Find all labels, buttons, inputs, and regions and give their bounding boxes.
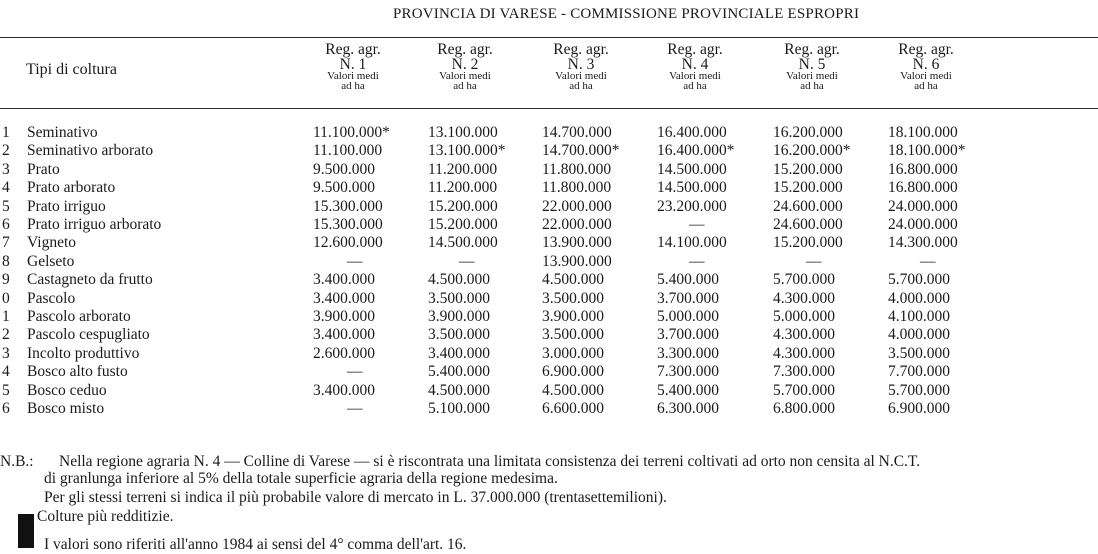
- value-cell-region-3: 3.500.000: [542, 289, 604, 307]
- note-line-1: Nella regione agraria N. 4 — Colline di Varese — si è riscontrata una limitata consistenza dei terreni coltivati ad orto non censita al N.C.T.: [59, 453, 921, 470]
- region-header-line2: N. 1: [339, 56, 367, 73]
- row-number: 8: [2, 252, 10, 270]
- value-cell-region-1: 3.400.000: [313, 289, 375, 307]
- region-header-line2: N. 6: [912, 56, 940, 73]
- value-cell-region-5: 16.200.000: [773, 124, 843, 141]
- region-header-line4: ad ha: [800, 80, 824, 92]
- value-cell-region-2: 3.500.000: [428, 326, 490, 344]
- value-cell-region-3: 14.700.000*: [542, 142, 620, 160]
- note-label: N.B.:: [0, 453, 34, 470]
- row-number: 0: [2, 289, 10, 307]
- value-cell-region-5: 4.300.000: [773, 289, 835, 307]
- region-header-6: [871, 42, 981, 91]
- crop-type-name: Prato irriguo: [27, 197, 106, 215]
- value-cell-region-6: 4.100.000: [888, 308, 950, 325]
- table-row: [0, 363, 1098, 381]
- region-header-line3: Valori medi: [900, 70, 952, 82]
- row-number: 6: [2, 400, 10, 417]
- region-header-5: [757, 42, 867, 91]
- header-bottom-rule: [0, 108, 1098, 109]
- value-cell-region-2: 15.200.000: [428, 216, 498, 233]
- crop-type-name: Pascolo arborato: [27, 308, 131, 325]
- value-cell-region-5: 16.200.000*: [773, 142, 851, 160]
- value-cell-region-2: 13.100.000: [428, 124, 498, 141]
- row-number: 9: [2, 271, 10, 289]
- crop-type-name: Seminativo arborato: [27, 142, 154, 160]
- table-row: [0, 124, 1098, 142]
- value-cell-region-2: 14.500.000: [428, 234, 498, 252]
- region-header-line3: Valori medi: [327, 70, 379, 82]
- value-cell-region-1: 15.300.000: [313, 197, 383, 215]
- value-cell-region-5: 4.300.000: [773, 344, 835, 362]
- value-cell-region-2: 3.900.000: [428, 308, 490, 325]
- table-row: [0, 400, 1098, 418]
- row-number: 7: [2, 234, 10, 252]
- value-cell-region-1: 12.600.000: [313, 234, 383, 252]
- table-row: [0, 345, 1098, 363]
- margin-marker-bar: [18, 514, 34, 548]
- region-header-line4: ad ha: [914, 80, 938, 92]
- value-cell-region-1: 3.900.000: [313, 308, 375, 325]
- value-cell-region-1: 2.600.000: [313, 344, 375, 362]
- crop-type-name: Vigneto: [27, 234, 77, 252]
- crop-type-name: Incolto produttivo: [27, 344, 140, 362]
- crop-type-name: Prato irriguo arborato: [27, 216, 162, 233]
- region-header-line2: N. 5: [798, 56, 826, 73]
- crop-type-name: Prato arborato: [27, 179, 116, 197]
- row-number: 4: [2, 179, 10, 197]
- crop-type-name: Bosco alto fusto: [27, 363, 128, 381]
- value-cell-region-4: —: [689, 252, 705, 270]
- table-row: [0, 198, 1098, 216]
- row-number: 1: [2, 308, 10, 325]
- value-cell-region-2: 4.500.000: [428, 381, 490, 399]
- value-cell-region-5: 5.000.000: [773, 308, 835, 325]
- table-row: [0, 161, 1098, 179]
- note-line-5: I valori sono riferiti all'anno 1984 ai sensi del 4° comma dell'art. 16.: [44, 536, 467, 553]
- region-header-line3: Valori medi: [786, 70, 838, 82]
- value-cell-region-2: —: [459, 252, 475, 270]
- value-cell-region-5: —: [806, 252, 822, 270]
- value-cell-region-6: 18.100.000: [888, 124, 958, 141]
- value-cell-region-3: 4.500.000: [542, 271, 604, 289]
- region-header-line3: Valori medi: [555, 70, 607, 82]
- value-cell-region-1: 9.500.000: [313, 160, 375, 178]
- value-cell-region-4: 16.400.000: [657, 124, 727, 141]
- value-cell-region-2: 11.200.000: [428, 179, 498, 197]
- row-number: 5: [2, 197, 10, 215]
- value-cell-region-6: 4.000.000: [888, 326, 950, 344]
- value-cell-region-4: —: [689, 216, 705, 233]
- value-cell-region-1: 3.400.000: [313, 326, 375, 344]
- crop-type-name: Pascolo cespugliato: [27, 326, 150, 344]
- crop-type-name: Bosco ceduo: [27, 381, 107, 399]
- value-cell-region-5: 24.600.000: [773, 216, 843, 233]
- value-cell-region-4: 5.400.000: [657, 381, 719, 399]
- crop-type-name: Pascolo: [27, 289, 76, 307]
- value-cell-region-5: 5.700.000: [773, 381, 835, 399]
- region-header-line4: ad ha: [453, 80, 477, 92]
- region-header-line1: Reg. agr.: [325, 41, 381, 58]
- value-cell-region-4: 7.300.000: [657, 363, 719, 381]
- value-cell-region-5: 6.800.000: [773, 400, 835, 417]
- table-row: [0, 290, 1098, 308]
- value-cell-region-1: 11.100.000*: [313, 124, 390, 141]
- value-cell-region-3: 11.800.000: [542, 179, 612, 197]
- value-cell-region-1: —: [347, 363, 363, 381]
- row-number: 5: [2, 381, 10, 399]
- value-cell-region-1: —: [347, 400, 363, 417]
- value-cell-region-2: 15.200.000: [428, 197, 498, 215]
- value-cell-region-4: 5.000.000: [657, 308, 719, 325]
- value-cell-region-6: 24.000.000: [888, 197, 958, 215]
- value-cell-region-3: 6.600.000: [542, 400, 604, 417]
- value-cell-region-4: 14.500.000: [657, 160, 727, 178]
- value-cell-region-2: 3.500.000: [428, 289, 490, 307]
- value-cell-region-2: 5.100.000: [428, 400, 490, 417]
- value-cell-region-6: —: [920, 252, 936, 270]
- table-row: [0, 142, 1098, 160]
- table-row: [0, 382, 1098, 400]
- value-cell-region-6: 18.100.000*: [888, 142, 966, 160]
- row-number: 6: [2, 216, 10, 233]
- row-number: 3: [2, 344, 10, 362]
- region-header-1: [298, 42, 408, 91]
- value-cell-region-2: 4.500.000: [428, 271, 490, 289]
- table-row: [0, 253, 1098, 271]
- region-header-line1: Reg. agr.: [553, 41, 609, 58]
- table-row: [0, 179, 1098, 197]
- value-cell-region-5: 24.600.000: [773, 197, 843, 215]
- region-header-line4: ad ha: [569, 80, 593, 92]
- region-header-line4: ad ha: [341, 80, 365, 92]
- row-number: 4: [2, 363, 10, 381]
- value-cell-region-5: 15.200.000: [773, 234, 843, 252]
- value-cell-region-1: 3.400.000: [313, 381, 375, 399]
- value-cell-region-6: 16.800.000: [888, 160, 958, 178]
- value-cell-region-1: —: [347, 252, 363, 270]
- row-number: 2: [2, 326, 10, 344]
- value-cell-region-2: 5.400.000: [428, 363, 490, 381]
- value-cell-region-4: 14.500.000: [657, 179, 727, 197]
- header-top-rule: [0, 37, 1098, 38]
- value-cell-region-5: 7.300.000: [773, 363, 835, 381]
- value-cell-region-5: 4.300.000: [773, 326, 835, 344]
- note-line-4: Colture più redditizie.: [37, 508, 174, 525]
- region-header-2: [410, 42, 520, 91]
- table-row: [0, 271, 1098, 289]
- table-row: [0, 234, 1098, 252]
- region-header-line2: N. 3: [567, 56, 595, 73]
- value-cell-region-6: 4.000.000: [888, 289, 950, 307]
- value-cell-region-6: 3.500.000: [888, 344, 950, 362]
- value-cell-region-4: 16.400.000*: [657, 142, 735, 160]
- region-header-line2: N. 2: [451, 56, 479, 73]
- region-header-line2: N. 4: [681, 56, 709, 73]
- note-line-3: Per gli stessi terreni si indica il più probabile valore di mercato in L. 37.000.000 (trentasettemilioni).: [44, 489, 667, 506]
- value-cell-region-2: 3.400.000: [428, 344, 490, 362]
- value-cell-region-6: 16.800.000: [888, 179, 958, 197]
- value-cell-region-6: 14.300.000: [888, 234, 958, 252]
- table-row: [0, 326, 1098, 344]
- value-cell-region-3: 3.900.000: [542, 308, 604, 325]
- region-header-line1: Reg. agr.: [437, 41, 493, 58]
- value-cell-region-3: 22.000.000: [542, 216, 612, 233]
- crop-type-name: Gelseto: [27, 252, 75, 270]
- value-cell-region-3: 13.900.000: [542, 234, 612, 252]
- value-cell-region-3: 3.000.000: [542, 344, 604, 362]
- region-header-line4: ad ha: [683, 80, 707, 92]
- value-cell-region-3: 14.700.000: [542, 124, 612, 141]
- value-cell-region-3: 11.800.000: [542, 160, 612, 178]
- row-number: 1: [2, 124, 10, 141]
- value-cell-region-3: 6.900.000: [542, 363, 604, 381]
- crop-type-column-header: Tipi di coltura: [26, 61, 117, 78]
- value-cell-region-3: 13.900.000: [542, 252, 612, 270]
- row-number: 2: [2, 142, 10, 160]
- value-cell-region-3: 22.000.000: [542, 197, 612, 215]
- crop-type-name: Seminativo: [27, 124, 98, 141]
- value-cell-region-4: 23.200.000: [657, 197, 727, 215]
- value-cell-region-4: 3.700.000: [657, 289, 719, 307]
- value-cell-region-2: 13.100.000*: [428, 142, 506, 160]
- crop-type-name: Castagneto da frutto: [27, 271, 153, 289]
- value-cell-region-1: 3.400.000: [313, 271, 375, 289]
- value-cell-region-5: 15.200.000: [773, 160, 843, 178]
- value-cell-region-4: 6.300.000: [657, 400, 719, 417]
- row-number: 3: [2, 160, 10, 178]
- value-cell-region-3: 3.500.000: [542, 326, 604, 344]
- value-cell-region-6: 6.900.000: [888, 400, 950, 417]
- page-title: PROVINCIA DI VARESE - COMMISSIONE PROVINCIALE ESPROPRI: [393, 6, 860, 22]
- value-cell-region-1: 9.500.000: [313, 179, 375, 197]
- value-cell-region-6: 5.700.000: [888, 271, 950, 289]
- value-cell-region-1: 11.100.000: [313, 142, 383, 160]
- note-line-2: di granlunga inferiore al 5% della totale superficie agraria della regione medesima.: [44, 470, 558, 487]
- value-cell-region-1: 15.300.000: [313, 216, 383, 233]
- value-cell-region-6: 5.700.000: [888, 381, 950, 399]
- crop-type-name: Bosco misto: [27, 400, 105, 417]
- value-cell-region-5: 15.200.000: [773, 179, 843, 197]
- region-header-line1: Reg. agr.: [667, 41, 723, 58]
- region-header-line1: Reg. agr.: [898, 41, 954, 58]
- value-cell-region-4: 5.400.000: [657, 271, 719, 289]
- region-header-4: [640, 42, 750, 91]
- value-cell-region-3: 4.500.000: [542, 381, 604, 399]
- region-header-3: [526, 42, 636, 91]
- value-cell-region-6: 7.700.000: [888, 363, 950, 381]
- value-cell-region-4: 3.700.000: [657, 326, 719, 344]
- region-header-line1: Reg. agr.: [784, 41, 840, 58]
- table-row: [0, 216, 1098, 234]
- table-row: [0, 308, 1098, 326]
- region-header-line3: Valori medi: [439, 70, 491, 82]
- value-cell-region-5: 5.700.000: [773, 271, 835, 289]
- value-cell-region-4: 3.300.000: [657, 344, 719, 362]
- value-cell-region-4: 14.100.000: [657, 234, 727, 252]
- region-header-line3: Valori medi: [669, 70, 721, 82]
- crop-type-name: Prato: [27, 160, 60, 178]
- value-cell-region-6: 24.000.000: [888, 216, 958, 233]
- value-cell-region-2: 11.200.000: [428, 160, 498, 178]
